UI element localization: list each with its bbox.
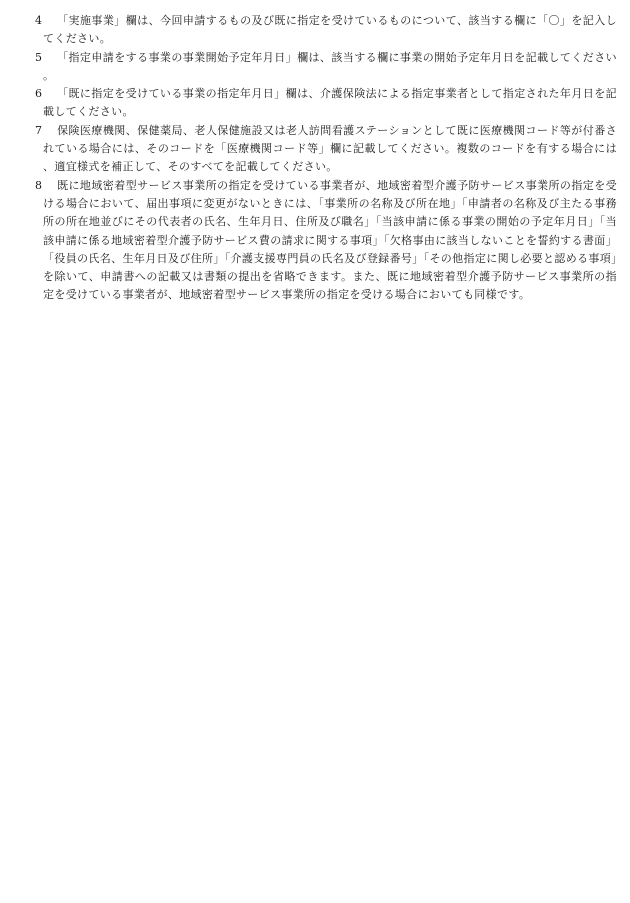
note-text: 保険医療機関、保健薬局、老人保健施設又は老人訪問看護ステーションとして既に医療機関コード等が付番されている場合には、そのコードを「医療機関コード等」欄に記載してください。複数のコードを有する場合には、適宜様式を補正して、そのすべてを記載してください。: [43, 123, 617, 174]
note-number: 8: [35, 178, 43, 192]
note-number: 4: [35, 14, 43, 27]
note-item-4: [35, 12, 617, 49]
note-text: 「既に指定を受けている事業の指定年月日」欄は、介護保険法による指定事業者として指定された年月日を記載してください。: [43, 87, 617, 119]
note-item-7: [35, 122, 617, 177]
note-number: 7: [35, 123, 43, 137]
note-number: 6: [35, 87, 43, 101]
notes-list: [35, 12, 617, 305]
note-item-5: [35, 49, 617, 86]
note-text: 「指定申請をする事業の事業開始予定年月日」欄は、該当する欄に事業の開始予定年月日を記載してください。: [43, 50, 617, 82]
note-item-6: [35, 85, 617, 122]
note-text: 「実施事業」欄は、今回申請するもの及び既に指定を受けているものについて、該当する欄に「〇」を記入してください。: [43, 14, 617, 46]
note-item-8: [35, 177, 617, 305]
note-number: 5: [35, 50, 43, 64]
note-text: 既に地域密着型サービス事業所の指定を受けている事業者が、地域密着型介護予防サービス事業所の指定を受ける場合において、届出事項に変更がないときには、「事業所の名称及び所在地」「申請者の名称及び主たる事務所の所在地並びにその代表者の氏名、生年月日、住所及び職名」「当該申請に係る事業の開始の予定年月日」「当該申請に係る地域密着型介護予防サービス費の請求に関する事項」「欠格事由に該当しないことを誓約する書面」「役員の氏名、生年月日及び住所」「介護支援専門員の氏名及び登録番号」「その他指定に関し必要と認める事項」を除いて、申請書への記載又は書類の提出を省略できます。また、既に地域密着型介護予防サービス事業所の指定を受けている事業者が、地域密着型サービス事業所の指定を受ける場合においても同様です。: [43, 178, 617, 302]
